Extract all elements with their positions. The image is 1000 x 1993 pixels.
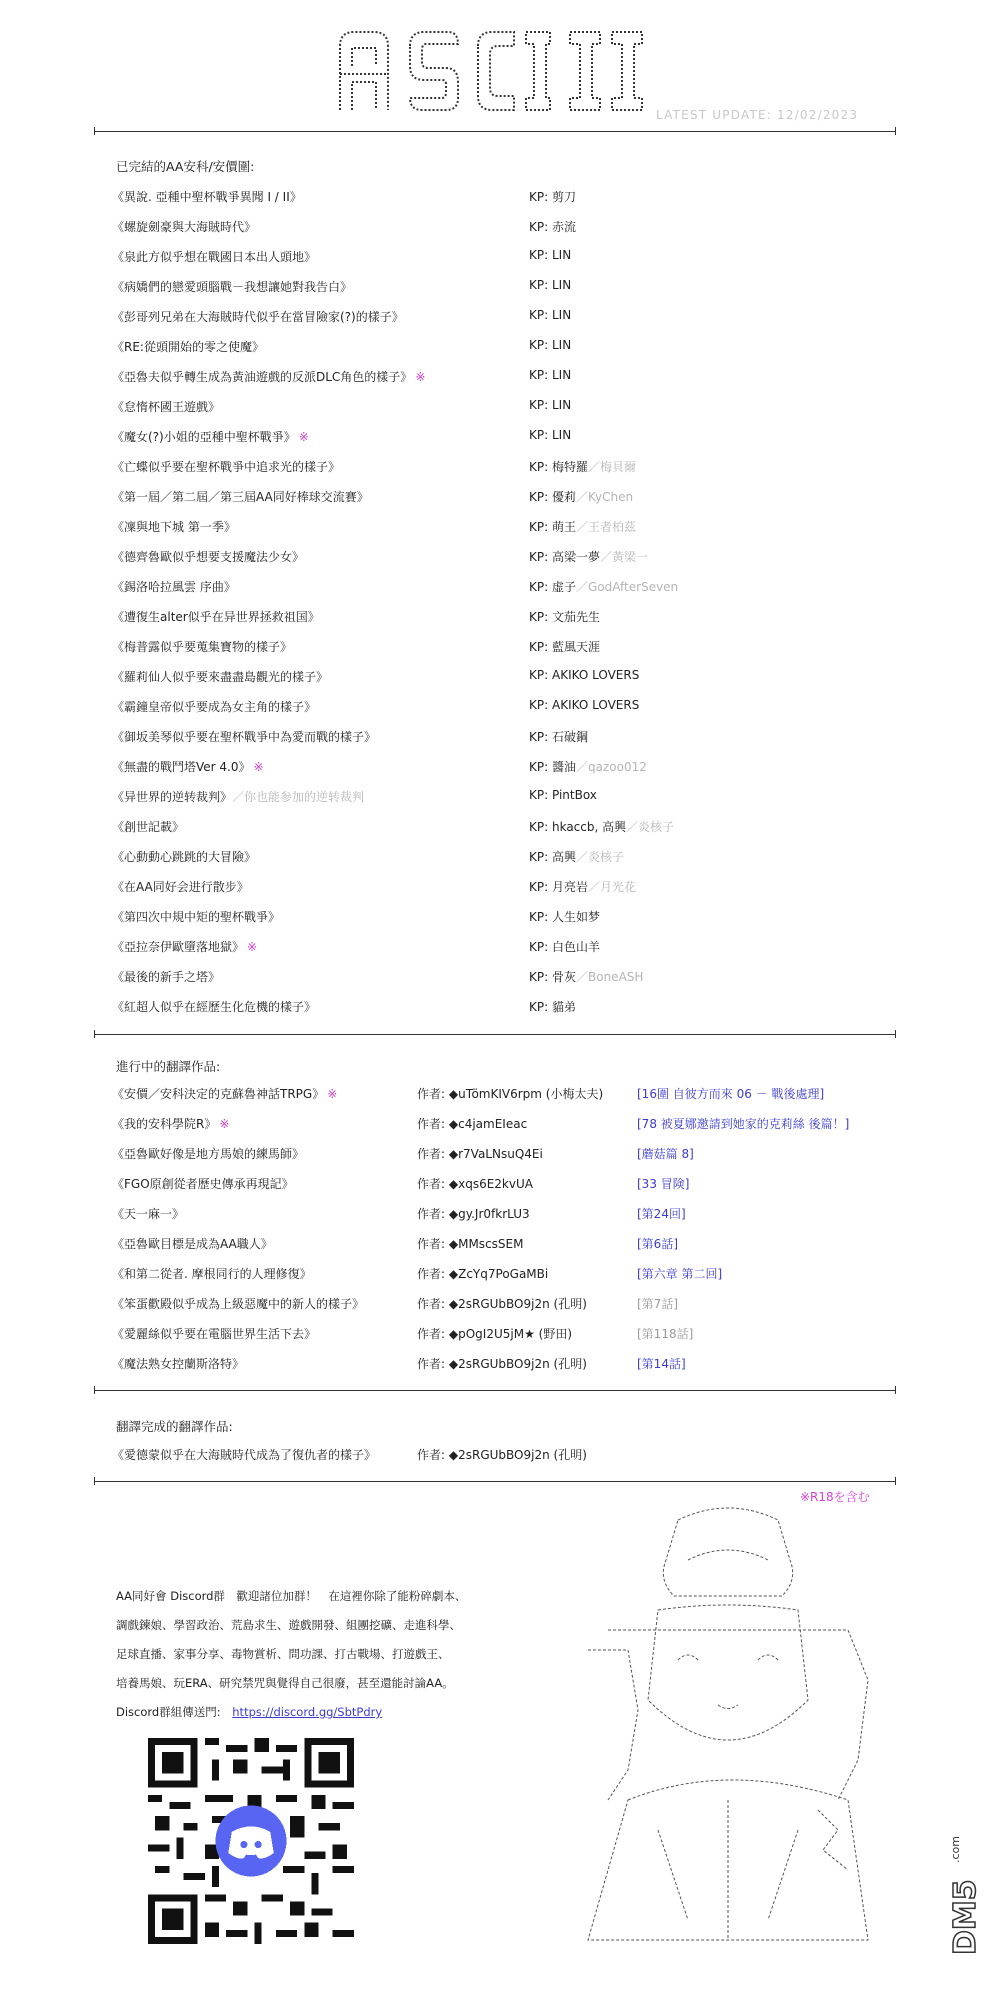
author-label: 作者: — [417, 1207, 446, 1221]
work-title-cell — [112, 668, 328, 685]
work-title-link[interactable]: 《第一屆／第二屆／第三屆AA同好棒球交流賽》 — [112, 490, 369, 504]
discord-invite — [116, 1582, 536, 1727]
author-cell — [417, 1265, 548, 1282]
kp-name: PintBox — [551, 788, 597, 802]
kp-cell — [529, 638, 600, 655]
work-title-link[interactable]: 《异世界的逆转裁判》 — [112, 790, 233, 804]
r18-mark: ※ — [327, 1087, 338, 1101]
work-title-cell — [112, 188, 302, 205]
work-title-cell — [112, 1085, 337, 1102]
kp-label: KP: — [529, 248, 549, 262]
kp-alt-name: ／王者柏茲 — [576, 520, 637, 534]
kp-name: 白色山羊 — [551, 940, 600, 954]
kp-label: KP: — [529, 550, 549, 564]
discord-line: AA同好會 Discord群 歡迎諸位加群！ 在這裡你除了能粉碎劇本、 — [116, 1589, 467, 1603]
kp-label: KP: — [529, 760, 549, 774]
completed-item — [0, 998, 1000, 1016]
work-title-cell — [112, 908, 280, 925]
work-title-link[interactable]: 《紅超人似乎在經歷生化危機的樣子》 — [112, 1000, 317, 1014]
kp-name: LIN — [551, 428, 572, 442]
latest-chapter-link[interactable]: [第118話] — [637, 1327, 694, 1341]
work-title-link[interactable]: 《梅普露似乎要蒐集寶物的樣子》 — [112, 640, 293, 654]
author-name: ◆gy.Jr0fkrLU3 — [448, 1207, 530, 1221]
latest-chapter-link[interactable]: [33 冒険] — [637, 1177, 690, 1191]
kp-cell — [529, 188, 576, 205]
kp-label: KP: — [529, 308, 549, 322]
author-name: ◆c4jamEIeac — [448, 1117, 528, 1131]
kp-label: KP: — [529, 398, 549, 412]
kp-cell — [529, 428, 571, 442]
work-title-link[interactable]: 《我的安科學院R》 — [112, 1117, 217, 1131]
kp-alt-name: ／GodAfterSeven — [576, 580, 679, 594]
work-title-cell — [112, 1205, 184, 1222]
latest-chapter-link[interactable]: [第六章 第二回] — [637, 1267, 723, 1281]
r18-mark: ※ — [298, 430, 309, 444]
work-title-cell — [112, 728, 376, 745]
kp-name: LIN — [551, 368, 572, 382]
author-cell — [417, 1355, 587, 1372]
kp-cell — [529, 278, 571, 292]
kp-name: 高興 — [551, 850, 576, 864]
work-title-link[interactable]: 《羅莉仙人似乎要來盡盡島觀光的樣子》 — [112, 670, 329, 684]
work-title-cell — [112, 578, 236, 595]
work-title-link[interactable]: 《FGO原創從者歷史傳承再現記》 — [112, 1177, 294, 1191]
completed-item — [0, 308, 1000, 326]
kp-alt-name: ／炎核子 — [576, 850, 625, 864]
work-title-link[interactable]: 《德齊魯歐似乎想要支援魔法少女》 — [112, 550, 305, 564]
completed-item — [0, 188, 1000, 206]
kp-cell — [529, 398, 571, 412]
kp-label: KP: — [529, 970, 549, 984]
work-title-link[interactable]: 《安價／安科決定的克蘇魯神話TRPG》 — [112, 1087, 325, 1101]
work-title-cell — [112, 638, 292, 655]
ongoing-item — [0, 1355, 1000, 1373]
ongoing-item — [0, 1265, 1000, 1283]
work-title-cell — [112, 1115, 229, 1132]
completed-item — [0, 458, 1000, 476]
kp-label: KP: — [529, 520, 549, 534]
discord-line: 調戲鍊娘、學習政治、荒島求生、遊戲開發、組團挖礦、走進科學、 — [116, 1618, 461, 1632]
completed-item — [0, 698, 1000, 716]
kp-cell — [529, 608, 600, 625]
work-title-cell — [112, 818, 184, 835]
completed-item — [0, 338, 1000, 356]
kp-name: 人生如梦 — [551, 910, 600, 924]
kp-cell — [529, 368, 571, 382]
kp-cell — [529, 218, 576, 235]
work-title-cell — [112, 998, 316, 1015]
work-title-link[interactable]: 《凜與地下城 第一季》 — [112, 520, 236, 534]
work-title-cell — [112, 968, 220, 985]
kp-cell — [529, 698, 639, 712]
kp-name: LIN — [551, 398, 572, 412]
kp-label: KP: — [529, 788, 549, 802]
kp-name: 貓弟 — [551, 1000, 576, 1014]
author-cell — [417, 1235, 523, 1252]
completed-item — [0, 788, 1000, 806]
author-name: ◆2sRGUbBO9j2n (孔明) — [448, 1297, 587, 1311]
author-name: ◆2sRGUbBO9j2n (孔明) — [448, 1357, 587, 1371]
site-watermark-logo — [942, 1830, 986, 1980]
kp-name: 優莉 — [551, 490, 576, 504]
completed-item — [0, 638, 1000, 656]
work-title-cell — [112, 1265, 312, 1282]
kp-label: KP: — [529, 610, 549, 624]
kp-label: KP: — [529, 338, 549, 352]
work-title-link[interactable]: 《笨蛋歡殿似乎成為上級惡魔中的新人的樣子》 — [112, 1297, 365, 1311]
work-title-link[interactable]: 《和第二從者. 摩根同行的人理修復》 — [112, 1267, 312, 1281]
kp-name: 虚子 — [551, 580, 576, 594]
discord-link[interactable]: https://discord.gg/SbtPdry — [232, 1705, 383, 1719]
ongoing-item — [0, 1115, 1000, 1133]
completed-item — [0, 728, 1000, 746]
completed-item — [0, 668, 1000, 686]
ongoing-item — [0, 1235, 1000, 1253]
ongoing-title: 進行中的翻譯作品: — [116, 1059, 221, 1074]
qr-code[interactable] — [148, 1738, 354, 1944]
work-title-link[interactable]: 《亡蝶似乎要在聖杯戰爭中追求光的樣子》 — [112, 460, 341, 474]
work-title-cell — [112, 398, 220, 415]
work-title-link[interactable]: 《RE:從頭開始的零之使魔》 — [112, 340, 264, 354]
work-title-cell — [112, 938, 257, 955]
completed-item — [0, 428, 1000, 446]
work-title-cell — [112, 548, 304, 565]
kp-label: KP: — [529, 460, 549, 474]
kp-alt-name: ／梅貝爾 — [588, 460, 637, 474]
work-title-link[interactable]: 《御坂美琴似乎要在聖杯戰爭中為愛而戰的樣子》 — [112, 730, 377, 744]
work-title-cell — [112, 878, 249, 895]
kp-alt-name: ／黃梁一 — [600, 550, 649, 564]
work-title-link[interactable]: 《第四次中規中矩的聖杯戰爭》 — [112, 910, 281, 924]
work-title-cell — [112, 848, 256, 865]
kp-cell — [529, 728, 588, 745]
r18-mark: ※ — [247, 940, 258, 954]
kp-name: 石破鋼 — [551, 730, 588, 744]
author-name: ◆2sRGUbBO9j2n (孔明) — [448, 1448, 587, 1462]
work-title-cell — [112, 248, 316, 265]
kp-alt-name: ／月光花 — [588, 880, 637, 894]
latest-chapter-link[interactable]: [78 被夏娜邀請到她家的克莉絲 後篇！] — [637, 1117, 850, 1131]
kp-label: KP: — [529, 910, 549, 924]
kp-label: KP: — [529, 850, 549, 864]
kp-label: KP: — [529, 428, 549, 442]
kp-cell — [529, 848, 624, 865]
completed-item — [0, 758, 1000, 776]
completed-item — [0, 848, 1000, 866]
kp-cell — [529, 248, 571, 262]
latest-update: LATEST UPDATE: 12/02/2023 — [656, 108, 859, 122]
ongoing-item — [0, 1145, 1000, 1163]
kp-cell — [529, 878, 636, 895]
ongoing-item — [0, 1175, 1000, 1193]
kp-name: 藍風天涯 — [551, 640, 600, 654]
kp-name: AKIKO LOVERS — [551, 668, 640, 682]
kp-cell — [529, 518, 636, 535]
work-title-link[interactable]: 《愛麗絲似乎要在電腦世界生活下去》 — [112, 1327, 317, 1341]
kp-cell — [529, 338, 571, 352]
work-title-link[interactable]: 《病嬌們的戀愛頭腦戰－我想讓她對我告白》 — [112, 280, 353, 294]
author-cell — [417, 1295, 587, 1312]
work-title-link[interactable]: 《創世記載》 — [112, 820, 185, 834]
kp-label: KP: — [529, 880, 549, 894]
r18-mark: ※ — [253, 760, 264, 774]
divider — [94, 131, 896, 132]
author-label: 作者: — [417, 1357, 446, 1371]
work-title-link[interactable]: 《螺旋劍豪與大海賊時代》 — [112, 220, 257, 234]
completed-item — [0, 518, 1000, 536]
divider — [94, 1390, 896, 1391]
kp-name: 高梁一夢 — [551, 550, 600, 564]
work-title-link[interactable]: 《最後的新手之塔》 — [112, 970, 221, 984]
kp-name: 骨灰 — [551, 970, 576, 984]
kp-name: 醬油 — [551, 760, 576, 774]
kp-cell — [529, 548, 648, 565]
work-title-cell — [112, 698, 316, 715]
r18-note: ※R18を含む — [800, 1490, 870, 1504]
finished-title: 翻譯完成的翻譯作品: — [116, 1419, 233, 1434]
kp-label: KP: — [529, 220, 549, 234]
author-name: ◆ZcYq7PoGaMBi — [448, 1267, 549, 1281]
author-label: 作者: — [417, 1177, 446, 1191]
kp-label: KP: — [529, 668, 549, 682]
completed-item — [0, 218, 1000, 236]
author-cell — [417, 1175, 533, 1192]
kp-label: KP: — [529, 490, 549, 504]
work-title-link[interactable]: 《遭復生alter似乎在异世界拯救祖国》 — [112, 610, 320, 624]
work-title-link[interactable]: 《錫洛哈拉風雲 序曲》 — [112, 580, 236, 594]
work-title-link[interactable]: 《霸鐘皇帝似乎要成為女主角的樣子》 — [112, 700, 317, 714]
completed-item — [0, 578, 1000, 596]
r18-mark: ※ — [219, 1117, 230, 1131]
author-cell — [417, 1085, 603, 1102]
svg-text:.com: .com — [949, 1836, 962, 1863]
author-label: 作者: — [417, 1237, 446, 1251]
work-title-link[interactable]: 《亞魯夫似乎轉生成為黃油遊戲的反派DLC角色的樣子》 — [112, 370, 413, 384]
ongoing-item — [0, 1325, 1000, 1343]
author-cell — [417, 1145, 543, 1162]
completed-item — [0, 278, 1000, 296]
author-label: 作者: — [417, 1147, 446, 1161]
work-title-cell — [112, 1145, 304, 1162]
divider — [94, 1034, 896, 1035]
author-name: ◆uTömKIV6rpm (小梅太夫) — [448, 1087, 604, 1101]
kp-alt-name: ／qazoo012 — [576, 760, 647, 774]
ascii-logo — [330, 26, 660, 114]
work-title-cell — [112, 1175, 294, 1192]
kp-alt-name: ／KyChen — [576, 490, 634, 504]
work-title-cell — [112, 308, 404, 325]
author-cell — [417, 1115, 527, 1132]
work-title-link[interactable]: 《愛德蒙似乎在大海賊時代成為了復仇者的樣子》 — [112, 1448, 377, 1462]
completed-item — [0, 548, 1000, 566]
work-title-cell — [112, 488, 369, 505]
completed-item — [0, 968, 1000, 986]
kp-cell — [529, 908, 600, 925]
author-name: ◆r7VaLNsuQ4Ei — [448, 1147, 543, 1161]
work-title-cell — [112, 758, 264, 775]
kp-name: 梅特羅 — [551, 460, 588, 474]
finished-item — [0, 1446, 1000, 1464]
svg-text:DM5: DM5 — [948, 1879, 983, 1955]
latest-chapter-link[interactable]: [16圍 自彼方而來 06 － 戰後處理] — [637, 1087, 825, 1101]
kp-cell — [529, 488, 633, 505]
work-title-alt: ／你也能参加的逆转裁判 — [232, 790, 365, 804]
work-title-link[interactable]: 《天一麻一》 — [112, 1207, 185, 1221]
work-title-link[interactable]: 《亞魯歐目標是成為AA職人》 — [112, 1237, 273, 1251]
kp-cell — [529, 578, 678, 595]
work-title-cell — [112, 368, 425, 385]
ongoing-item — [0, 1295, 1000, 1313]
completed-item — [0, 488, 1000, 506]
latest-chapter-link[interactable]: [第14話] — [637, 1357, 686, 1371]
latest-chapter-link[interactable]: [第7話] — [637, 1297, 678, 1311]
kp-cell — [529, 668, 639, 682]
work-title-link[interactable]: 《魔法熟女控蘭斯洛特》 — [112, 1357, 245, 1371]
author-label: 作者: — [417, 1448, 446, 1462]
kp-name: LIN — [551, 308, 572, 322]
kp-name: AKIKO LOVERS — [551, 698, 640, 712]
kp-label: KP: — [529, 698, 549, 712]
latest-chapter-link[interactable]: [第24回] — [637, 1207, 686, 1221]
work-title-cell — [112, 1295, 364, 1312]
divider — [94, 1481, 896, 1482]
work-title-cell — [112, 788, 364, 805]
author-label: 作者: — [417, 1087, 446, 1101]
author-cell — [417, 1325, 572, 1342]
kp-label: KP: — [529, 580, 549, 594]
work-title-link[interactable]: 《亞魯歐好像是地方馬娘的練馬師》 — [112, 1147, 305, 1161]
work-title-cell — [112, 1355, 244, 1372]
work-title-link[interactable]: 《亞拉奈伊歐墮落地獄》 — [112, 940, 245, 954]
kp-label: KP: — [529, 640, 549, 654]
work-title-cell — [112, 428, 309, 445]
author-name: ◆pOgI2U5jM★ (野田) — [448, 1327, 572, 1341]
kp-cell — [529, 758, 647, 775]
author-label: 作者: — [417, 1327, 446, 1341]
work-title-link[interactable]: 《魔女(?)小姐的亞種中聖杯戰爭》 — [112, 430, 296, 444]
kp-name: 萌王 — [551, 520, 576, 534]
kp-label: KP: — [529, 1000, 549, 1014]
discord-link-label: Discord群組傳送門: — [116, 1705, 221, 1719]
kp-cell — [529, 458, 636, 475]
work-title-link[interactable]: 《心動動心跳跳的大冒險》 — [112, 850, 257, 864]
author-label: 作者: — [417, 1297, 446, 1311]
kp-name: 文茄先生 — [551, 610, 600, 624]
author-cell — [417, 1446, 587, 1463]
author-label: 作者: — [417, 1267, 446, 1281]
work-title-cell — [112, 278, 352, 295]
completed-item — [0, 398, 1000, 416]
work-title-link[interactable]: 《彭哥列兄弟在大海賊時代似乎在當冒險家(?)的樣子》 — [112, 310, 404, 324]
work-title-cell — [112, 338, 264, 355]
kp-cell — [529, 968, 643, 985]
kp-name: 赤流 — [551, 220, 576, 234]
kp-label: KP: — [529, 190, 549, 204]
ongoing-item — [0, 1205, 1000, 1223]
kp-name: 剪刀 — [551, 190, 576, 204]
author-name: ◆MMscsSEM — [448, 1237, 524, 1251]
work-title-cell — [112, 1235, 273, 1252]
kp-name: 月亮岩 — [551, 880, 588, 894]
ascii-art-figure — [568, 1500, 888, 1970]
completed-title: 已完結的AA安科/安價圍: — [116, 159, 255, 174]
r18-mark: ※ — [415, 370, 426, 384]
work-title-link[interactable]: 《異說. 亞種中聖杯戰爭異聞 I / II》 — [112, 190, 302, 204]
work-title-link[interactable]: 《在AA同好会进行散步》 — [112, 880, 249, 894]
discord-line: 培養馬娘、玩ERA、研究禁咒與覺得自己很廢，甚至還能討論AA。 — [116, 1676, 454, 1690]
work-title-link[interactable]: 《泉此方似乎想在戰國日本出人頭地》 — [112, 250, 317, 264]
kp-alt-name: ／炎核子 — [626, 820, 675, 834]
completed-item — [0, 608, 1000, 626]
kp-label: KP: — [529, 940, 549, 954]
kp-label: KP: — [529, 730, 549, 744]
kp-cell — [529, 998, 576, 1015]
latest-chapter-link[interactable]: [蘑菇篇 8] — [637, 1147, 694, 1161]
completed-item — [0, 818, 1000, 836]
work-title-cell — [112, 218, 256, 235]
kp-name: LIN — [551, 248, 572, 262]
kp-cell — [529, 308, 571, 322]
ongoing-item — [0, 1085, 1000, 1103]
kp-label: KP: — [529, 368, 549, 382]
kp-name: hkaccb, 高興 — [551, 820, 627, 834]
kp-cell — [529, 938, 600, 955]
kp-cell — [529, 818, 674, 835]
completed-item — [0, 248, 1000, 266]
author-name: ◆xqs6E2kvUA — [448, 1177, 533, 1191]
kp-name: LIN — [551, 278, 572, 292]
work-title-cell — [112, 458, 340, 475]
work-title-cell — [112, 608, 320, 625]
kp-cell — [529, 788, 597, 802]
discord-line: 足球直播、家事分享、毒物賞析、問功課、打古戰場、打遊戲王、 — [116, 1647, 450, 1661]
author-label: 作者: — [417, 1117, 446, 1131]
completed-item — [0, 878, 1000, 896]
work-title-cell — [112, 518, 236, 535]
author-cell — [417, 1205, 530, 1222]
work-title-link[interactable]: 《怠惰杯國王遊戲》 — [112, 400, 221, 414]
kp-label: KP: — [529, 278, 549, 292]
completed-item — [0, 908, 1000, 926]
kp-name: LIN — [551, 338, 572, 352]
latest-chapter-link[interactable]: [第6話] — [637, 1237, 678, 1251]
work-title-link[interactable]: 《無盡的戰鬥塔Ver 4.0》 — [112, 760, 251, 774]
completed-item — [0, 938, 1000, 956]
kp-label: KP: — [529, 820, 549, 834]
kp-alt-name: ／BoneASH — [576, 970, 644, 984]
completed-item — [0, 368, 1000, 386]
work-title-cell — [112, 1325, 316, 1342]
